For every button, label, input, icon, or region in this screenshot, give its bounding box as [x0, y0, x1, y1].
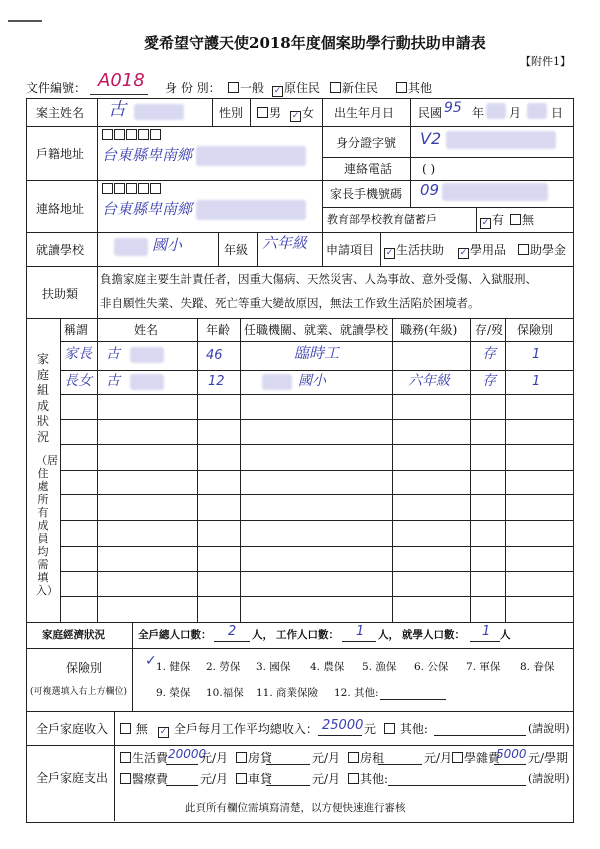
contact-address-label: 連絡地址 — [36, 202, 85, 216]
contact-postal-code-boxes[interactable] — [102, 183, 162, 195]
family-col-age: 年齡 — [206, 323, 231, 337]
savings-account-label: 教育部學校教育儲蓄戶 — [327, 213, 437, 226]
identity-label: 身 份 別： — [165, 81, 221, 95]
economy-work-label: 工作人口數： — [276, 629, 339, 641]
insurance-item-8[interactable]: 8. 眷保 — [520, 661, 555, 673]
insurance-item-9[interactable]: 9. 榮保 — [156, 687, 191, 699]
economy-total-label: 全戶總人口數： — [138, 629, 212, 641]
footer-note: 此頁所有欄位需填寫清楚，以方便快速進行審核 — [185, 802, 406, 814]
expense-tuition-unit: 元/學期 — [528, 751, 569, 765]
corner-mark — [8, 20, 42, 22]
family-row-2-insurance[interactable]: 1 — [532, 374, 541, 389]
insurance-item-6[interactable]: 6. 公保 — [414, 661, 449, 673]
income-label: 全戶家庭收入 — [36, 722, 109, 736]
savings-yes-checkbox[interactable]: ✓ 有 — [481, 213, 505, 228]
economy-unit-3: 人 — [500, 629, 511, 641]
parent-phone-label: 家長手機號碼 — [330, 187, 403, 201]
family-row-1-age[interactable]: 46 — [206, 348, 223, 363]
income-unit: 元 — [364, 722, 377, 736]
family-row-1-relation[interactable]: 家長 — [64, 346, 92, 362]
redacted-id-number — [446, 131, 556, 149]
birth-year-value[interactable]: 95 — [444, 100, 462, 116]
family-row-2-work[interactable]: 國小 — [298, 373, 326, 389]
redacted-contact-address — [196, 200, 306, 220]
expense-car-loan-unit: 元/月 — [312, 772, 341, 786]
family-col-work: 任職機關、就業、就讀學校 — [244, 323, 389, 337]
grade-value[interactable]: 六年級 — [262, 234, 308, 252]
phone-label: 連絡電話 — [344, 162, 393, 176]
sex-female-checkbox[interactable]: ✓ 女 — [291, 106, 315, 121]
insurance-item-1[interactable]: 1. 健保 — [156, 661, 191, 673]
insurance-label: 保險別 — [66, 661, 103, 675]
expense-rent-checkbox[interactable]: 房租 — [348, 752, 384, 764]
family-col-relation: 稱謂 — [64, 323, 89, 337]
economy-total-value[interactable]: 2 — [228, 624, 237, 639]
income-monthly-value[interactable]: 25000 — [322, 718, 364, 733]
school-value[interactable]: 國小 — [152, 236, 183, 254]
economy-study-value[interactable]: 1 — [482, 624, 491, 639]
id-number-value[interactable]: V2 — [420, 129, 442, 148]
attachment-label: 【附件1】 — [520, 55, 571, 68]
economy-unit-2: 人， — [378, 629, 399, 641]
insurance-item-7[interactable]: 7. 軍保 — [466, 661, 501, 673]
apply-living-checkbox[interactable]: ✓ 生活扶助 — [385, 243, 445, 258]
family-side-note: （居住處所有成員均需填入） — [36, 454, 58, 597]
expense-living-unit: 元/月 — [200, 751, 229, 765]
income-other-checkbox[interactable]: 其他: — [384, 723, 428, 735]
sex-label: 性別 — [219, 106, 244, 120]
family-row-2-relation[interactable]: 長女 — [64, 373, 92, 389]
id-number-label: 身分證字號 — [336, 136, 397, 150]
family-row-2-status[interactable]: 存 — [482, 373, 496, 389]
family-row-2-name[interactable]: 古 — [106, 373, 120, 389]
expense-tuition-checkbox[interactable]: 學雜費 — [452, 752, 500, 764]
contact-address-value[interactable]: 台東縣卑南鄉 — [102, 200, 193, 218]
family-row-2-title[interactable]: 六年級 — [408, 373, 450, 389]
family-row-2-age[interactable]: 12 — [208, 374, 225, 389]
identity-option-general[interactable]: 一般 — [228, 82, 264, 94]
apply-scholarship-checkbox[interactable]: 助學金 — [518, 244, 566, 256]
family-col-title: 職務(年級) — [400, 323, 458, 337]
expense-label: 全戶家庭支出 — [36, 771, 109, 785]
income-note: (請說明) — [528, 722, 570, 735]
family-col-insurance: 保險別 — [517, 323, 554, 337]
redacted-birth-month — [486, 103, 506, 119]
family-col-name: 姓名 — [134, 323, 159, 337]
savings-no-checkbox[interactable]: 無 — [510, 214, 534, 226]
expense-house-loan-checkbox[interactable]: 房貸 — [236, 752, 272, 764]
expense-living-checkbox[interactable]: 生活費 — [120, 752, 168, 764]
category-text-line-1: 負擔家庭主要生計責任者，因重大傷病、天然災害、人為事故、意外受傷、入獄服刑、 — [100, 272, 537, 286]
insurance-item-3[interactable]: 3. 國保 — [256, 661, 291, 673]
parent-phone-value[interactable]: 09 — [420, 181, 440, 199]
phone-value[interactable]: ( ) — [422, 162, 436, 176]
apply-supplies-checkbox[interactable]: ✓ 學用品 — [459, 243, 507, 258]
file-no-label: 文件編號： — [26, 81, 87, 95]
family-side-label: 家庭組成狀況 — [36, 352, 49, 444]
category-label: 扶助類 — [42, 287, 79, 301]
expense-medical-unit: 元/月 — [200, 772, 229, 786]
redacted-name — [134, 104, 184, 120]
expense-rent-unit: 元/月 — [424, 751, 453, 765]
birth-day-label: 日 — [551, 106, 564, 120]
economy-label: 家庭經濟狀況 — [42, 629, 105, 641]
expense-tuition-value[interactable]: 5000 — [496, 747, 527, 761]
insurance-item-12[interactable]: 12. 其他: — [334, 687, 379, 699]
insurance-item-11[interactable]: 11. 商業保險 — [256, 687, 319, 699]
insurance-check-mark: ✓ — [145, 653, 157, 669]
identity-option-other[interactable]: 其他 — [396, 82, 432, 94]
family-row-1-insurance[interactable]: 1 — [532, 347, 541, 362]
school-label: 就讀學校 — [36, 243, 85, 257]
page-title: 愛希望守護天使2018年度個案助學行動扶助申請表 — [144, 34, 486, 52]
expense-car-loan-checkbox[interactable]: 車貸 — [236, 773, 272, 785]
household-address-label: 戶籍地址 — [36, 147, 85, 161]
expense-note: (請說明) — [528, 772, 570, 785]
household-address-value[interactable]: 台東縣卑南鄉 — [102, 146, 193, 164]
redacted-birth-day — [527, 103, 547, 119]
family-row-1-work[interactable]: 臨時工 — [294, 344, 340, 362]
family-row-1-name[interactable]: 古 — [106, 346, 120, 362]
file-no-value[interactable]: A018 — [98, 70, 145, 91]
redacted-family-row-1-name — [130, 347, 164, 363]
economy-study-label: 就學人口數： — [402, 629, 465, 641]
expense-medical-checkbox[interactable]: 醫療費 — [120, 773, 168, 785]
sex-male-checkbox[interactable]: 男 — [257, 107, 281, 119]
identity-option-indigenous[interactable]: ✓ 原住民 — [273, 81, 321, 96]
economy-unit-1: 人， — [252, 629, 273, 641]
redacted-family-row-2-name — [130, 374, 164, 390]
family-col-status: 存/歿 — [475, 323, 504, 337]
birth-month-label: 月 — [509, 106, 522, 120]
insurance-item-10[interactable]: 10.福保 — [206, 687, 244, 699]
birth-label: 出生年月日 — [334, 106, 395, 120]
name-label: 案主姓名 — [36, 106, 85, 120]
identity-option-new-resident[interactable]: 新住民 — [330, 82, 378, 94]
insurance-note: (可複選填入右上方欄位) — [30, 687, 128, 697]
expense-other-checkbox[interactable]: 其他: — [348, 773, 388, 785]
birth-year-label: 年 — [472, 106, 485, 120]
expense-living-value[interactable]: 20000 — [168, 747, 207, 761]
insurance-item-4[interactable]: 4. 農保 — [310, 661, 345, 673]
expense-house-loan-unit: 元/月 — [312, 751, 341, 765]
family-row-1-status[interactable]: 存 — [482, 346, 496, 362]
income-none-checkbox[interactable]: 無 — [120, 723, 148, 735]
category-text-line-2: 非自願性失業、失蹤、死亡等重大變故原因，無法工作致生活陷於困境者。 — [100, 296, 480, 310]
apply-item-label: 申請項目 — [326, 243, 375, 257]
insurance-item-5[interactable]: 5. 漁保 — [362, 661, 397, 673]
economy-work-value[interactable]: 1 — [356, 624, 365, 639]
birth-era-label: 民國 — [418, 106, 443, 120]
file-no-underline — [90, 94, 148, 95]
income-monthly-checkbox[interactable]: ✓ 全戶每月工作平均總收入： — [159, 722, 318, 737]
name-value[interactable]: 古 — [108, 99, 126, 120]
insurance-item-2[interactable]: 2. 勞保 — [206, 661, 241, 673]
redacted-parent-phone — [442, 183, 548, 201]
redacted-family-row-2-school — [262, 374, 292, 390]
grade-label: 年級 — [224, 243, 249, 257]
redacted-school-name — [114, 238, 148, 256]
postal-code-boxes[interactable] — [102, 129, 162, 141]
redacted-household-address — [196, 146, 306, 166]
